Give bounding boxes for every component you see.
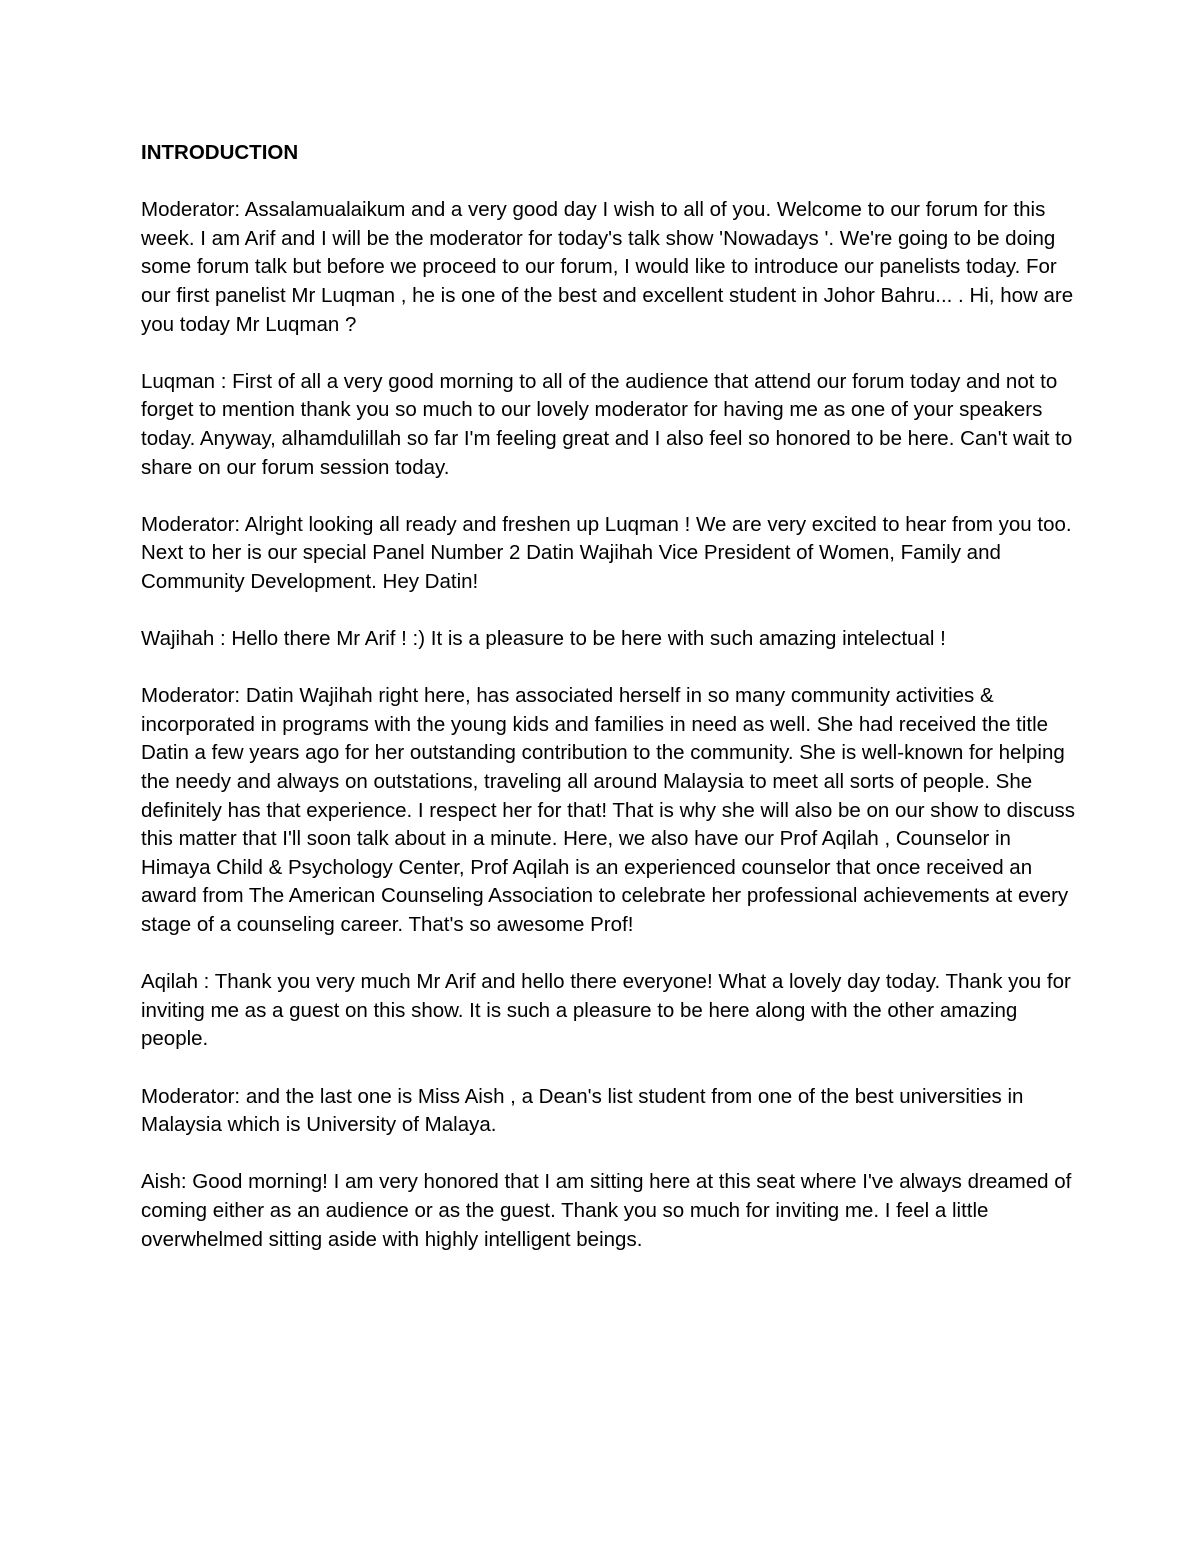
paragraph-moderator-luqman: Moderator: Alright looking all ready and freshen up Luqman ! We are very excited to hear from you too. Next to her is our special Panel Number 2 Datin Wajihah Vice President of Women, Family and Community Development. Hey Datin! <box>141 512 1072 593</box>
document-heading: INTRODUCTION <box>141 141 299 164</box>
document-body <box>141 139 1076 1254</box>
paragraph-luqman-reply: Luqman : First of all a very good morning to all of the audience that attend our forum today and not to forget to mention thank you so much to our lovely moderator for having me as one of your speakers today. Anyway, alhamdulillah so far I'm feeling great and I also feel so honored to be here. Can't wait to share on our forum session today. <box>141 369 1073 479</box>
paragraph-wajihah-reply: Wajihah : Hello there Mr Arif ! :) It is a pleasure to be here with such amazing intelectual ! <box>141 627 946 651</box>
paragraph-aqilah-reply: Aqilah : Thank you very much Mr Arif and hello there everyone! What a lovely day today. Thank you for inviting me as a guest on this show. It is such a pleasure to be here along with the other amazing people. <box>141 970 1071 1051</box>
paragraph-aish-reply: Aish: Good morning! I am very honored that I am sitting here at this seat where I've always dreamed of coming either as an audience or as the guest. Thank you so much for inviting me. I feel a little overwhelmed sitting aside with highly intelligent beings. <box>141 1170 1072 1251</box>
paragraph-moderator-wajihah: Moderator: Datin Wajihah right here, has associated herself in so many community activities & incorporated in programs with the young kids and families in need as well. She had received the title Datin a few years ago for her outstanding contribution to the community. She is well-known for helping the needy and always on outstations, traveling all around Malaysia to meet all sorts of people. She definitely has that experience. I respect her for that! That is why she will also be on our show to discuss this matter that I'll soon talk about in a minute. Here, we also have our Prof Aqilah , Counselor in Himaya Child & Psychology Center, Prof Aqilah is an experienced counselor that once received an award from The American Counseling Association to celebrate her professional achievements at every stage of a counseling career. That's so awesome Prof! <box>141 684 1075 937</box>
paragraph-moderator-intro: Moderator: Assalamualaikum and a very good day I wish to all of you. Welcome to our forum for this week. I am Arif and I will be the moderator for today's talk show 'Nowadays '. We're going to be doing some forum talk but before we proceed to our forum, I would like to introduce our panelists today. For our first panelist Mr Luqman , he is one of the best and excellent student in Johor Bahru... . Hi, how are you today Mr Luqman ? <box>141 198 1074 336</box>
paragraph-moderator-aish: Moderator: and the last one is Miss Aish , a Dean's list student from one of the best universities in Malaysia which is University of Malaya. <box>141 1084 1024 1137</box>
